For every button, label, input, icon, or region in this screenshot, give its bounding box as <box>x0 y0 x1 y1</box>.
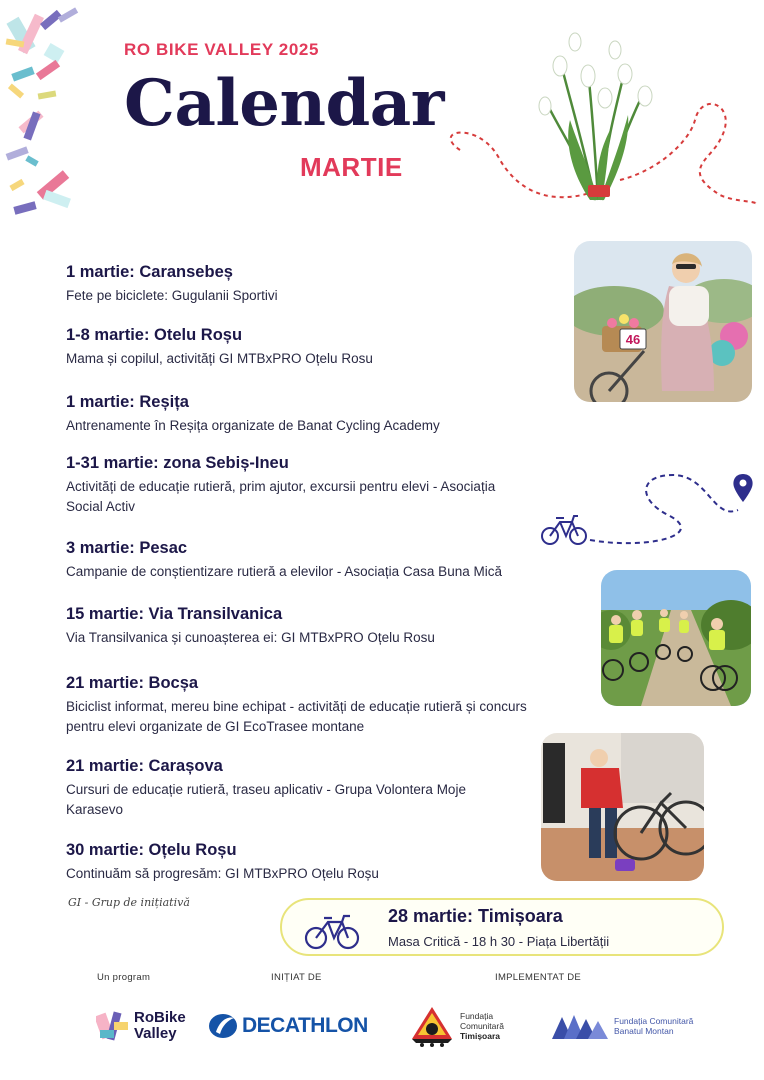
header-kicker: RO BIKE VALLEY 2025 <box>124 40 319 59</box>
event-description: Mama și copilul, activități GI MTBxPRO Oțelu Rosu <box>66 351 373 366</box>
robike-valley-logo-mark <box>96 1008 130 1044</box>
event-title: 1 martie: Caransebeș <box>66 263 233 281</box>
corner-pattern <box>0 0 95 230</box>
logo-fundatia-comunitara-timisoara <box>410 1002 504 1050</box>
logo-fundatia-banatul-montan <box>552 1002 693 1050</box>
highlight-event-box <box>280 898 724 956</box>
event-description: Activități de educație rutieră, prim ajutor, excursii pentru elevi - Asociația Social Activ <box>66 479 496 514</box>
route-illustration <box>538 470 758 555</box>
page-title: Calendar <box>124 66 444 141</box>
event-item <box>66 453 566 517</box>
footer-label-implemented: IMPLEMENTAT DE <box>495 972 582 983</box>
event-title: 1 martie: Reșița <box>66 393 189 411</box>
event-description: Via Transilvanica și cunoașterea ei: GI MTBxPRO Oțelu Rosu <box>66 630 435 645</box>
photo-group-cyclists <box>601 570 751 706</box>
fbm-logo-mark <box>552 1011 608 1041</box>
abbreviation-note: GI - Grup de inițiativă <box>68 896 190 909</box>
event-item <box>66 604 566 648</box>
event-item <box>66 325 566 369</box>
event-item <box>66 392 566 436</box>
event-title: 21 martie: Carașova <box>66 757 223 775</box>
decathlon-logo-mark <box>208 1012 238 1040</box>
fbm-logo-line2: Banatul Montan <box>614 1026 674 1036</box>
event-item <box>66 538 566 582</box>
highlight-title: 28 martie: Timișoara <box>388 906 563 926</box>
event-description: Continuăm să progresăm: GI MTBxPRO Oțelu Roșu <box>66 866 379 881</box>
event-description: Cursuri de educație rutieră, traseu aplicativ - Grupa Volontera Moje Karasevo <box>66 782 466 817</box>
event-item <box>66 673 566 737</box>
bicycle-icon <box>542 516 586 544</box>
footer-label-program: Un program <box>97 972 151 983</box>
photo-woman-with-bicycle <box>574 241 752 402</box>
robike-logo-line2: Valley <box>134 1025 177 1042</box>
event-item <box>66 756 566 820</box>
fct-logo-line2: Comunitară <box>460 1021 504 1031</box>
fbm-logo-line1: Fundația Comunitară <box>614 1016 694 1026</box>
robike-logo-line1: RoBike <box>134 1009 186 1026</box>
fct-logo-line3: Timișoara <box>460 1031 501 1041</box>
fct-logo-mark <box>410 1005 454 1047</box>
event-description: Campanie de conștientizare rutieră a elevilor - Asociația Casa Buna Mică <box>66 564 502 579</box>
photo-bike-workshop <box>541 733 704 881</box>
logo-decathlon <box>208 1002 368 1050</box>
event-title: 1-31 martie: zona Sebiș-Ineu <box>66 454 289 472</box>
decathlon-logo-text: DECATHLON <box>242 1014 368 1037</box>
bicycle-icon <box>304 914 360 950</box>
event-title: 30 martie: Oțelu Roșu <box>66 841 237 859</box>
location-pin-icon <box>733 474 752 502</box>
fct-logo-line1: Fundația <box>460 1011 494 1021</box>
event-description: Biciclist informat, mereu bine echipat - activități de educație rutieră și concurs pentru elevi organizate de GI EcoTrasee montane <box>66 699 527 734</box>
snowdrop-flower-illustration <box>420 20 760 220</box>
event-description: Antrenamente în Reșița organizate de Banat Cycling Academy <box>66 418 440 433</box>
event-description: Fete pe biciclete: Gugulanii Sportivi <box>66 288 278 303</box>
bib-number: 46 <box>625 332 641 347</box>
logo-robike-valley <box>96 1002 186 1050</box>
event-title: 15 martie: Via Transilvanica <box>66 605 283 623</box>
event-item <box>66 262 566 306</box>
highlight-description: Masa Critică - 18 h 30 - Piața Libertății <box>388 934 610 949</box>
footer-label-initiated: INIȚIAT DE <box>271 972 322 983</box>
event-title: 1-8 martie: Otelu Roșu <box>66 326 243 344</box>
event-item <box>66 840 566 884</box>
event-title: 3 martie: Pesac <box>66 539 188 557</box>
event-title: 21 martie: Bocșa <box>66 674 199 692</box>
month-label: MARTIE <box>300 152 403 182</box>
